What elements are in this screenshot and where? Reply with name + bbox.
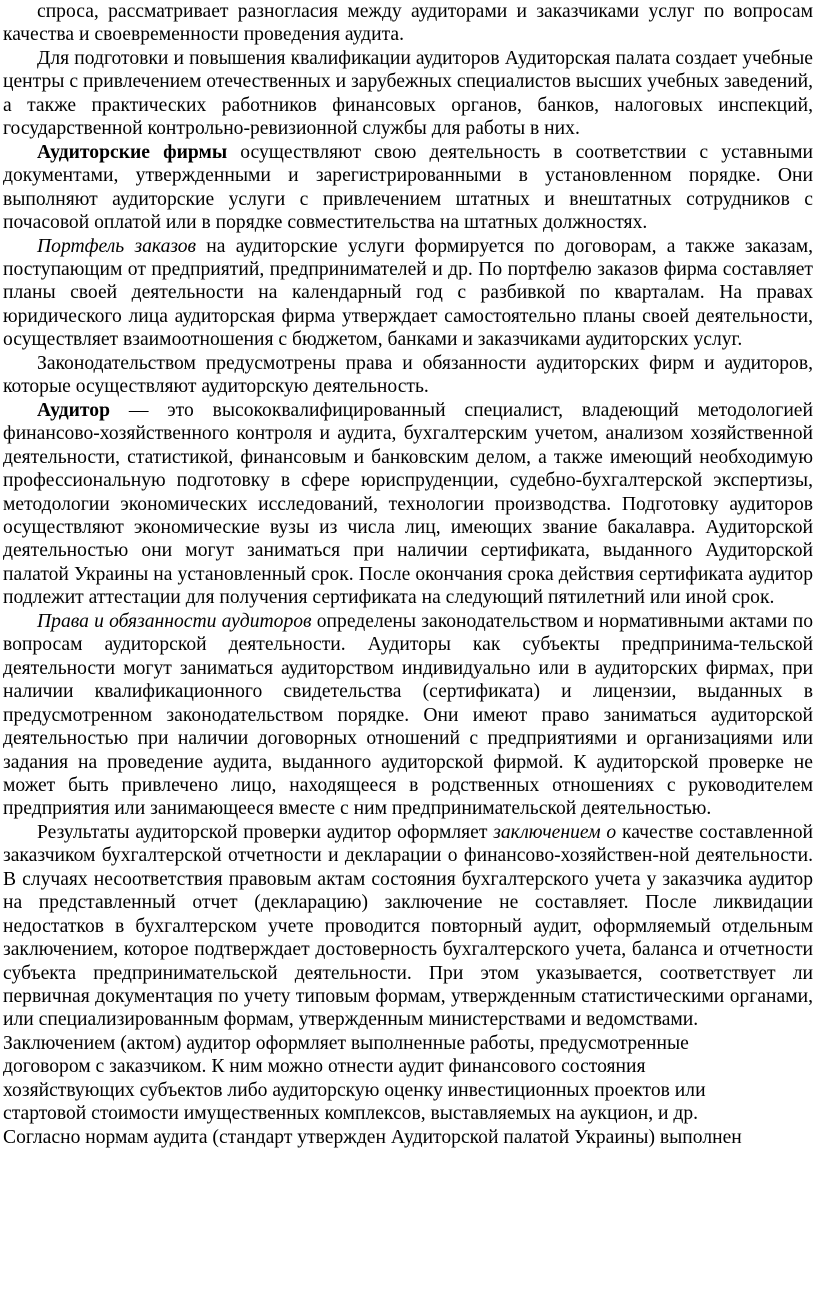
paragraph-text: Согласно нормам аудита (стандарт утвержден Аудиторской палатой Украины) выполнен bbox=[3, 1126, 742, 1148]
paragraph-conclusion-act bbox=[3, 1032, 813, 1126]
paragraph-line: договором с заказчиком. К ним можно отнести аудит финансового состояния bbox=[3, 1056, 646, 1078]
paragraph-text: Для подготовки и повышения квалификации аудиторов Аудиторская палата создает учебные центры с привлечением отечественных и зарубежных специалистов высших учебных заведений, а также практических работников финансовых органов, банков, налоговых инспекций, государственной контрольно-ревизионной службы для работы в них. bbox=[3, 47, 813, 140]
term-conclusion: заключением о bbox=[493, 821, 617, 843]
paragraph-text: Законодательством предусмотрены права и обязанности аудиторских фирм и аудиторов, которые осуществляют аудиторскую деятельность. bbox=[3, 352, 813, 398]
paragraph-continuation bbox=[3, 0, 813, 47]
paragraph-text: спроса, рассматривает разногласия между аудиторами и заказчиками услуг по вопросам качества и своевременности проведения аудита. bbox=[3, 1, 813, 46]
term-order-portfolio: Портфель заказов bbox=[37, 235, 197, 257]
term-rights-duties: Права и обязанности аудиторов bbox=[37, 610, 312, 632]
paragraph-line: хозяйствующих субъектов либо аудиторскую оценку инвестиционных проектов или bbox=[3, 1079, 706, 1101]
paragraph-text: осуществляют свою деятельность в соответствии с уставными документами, утвержденными и зарегистрированными в установленном порядке. Они выполняют аудиторские услуги с привлечением штатных и внештатных сотрудников с почасовой оплатой или в порядке совместительства на штатных должностях. bbox=[3, 141, 813, 234]
paragraph-rights-duties bbox=[3, 610, 813, 821]
paragraph-audit-norms bbox=[3, 1126, 813, 1149]
paragraph-line: стартовой стоимости имущественных комплексов, выставляемых на аукцион, и др. bbox=[3, 1103, 699, 1125]
paragraph-audit-results bbox=[3, 821, 813, 1032]
paragraph-training-centers bbox=[3, 47, 813, 141]
paragraph-order-portfolio bbox=[3, 235, 813, 352]
paragraph-legislation bbox=[3, 352, 813, 399]
paragraph-text: определены законодательством и нормативными актами по вопросам аудиторской деятельности. Аудиторы как субъекты предпринима-тельской деятельности могут заниматься аудиторством индивидуально или в аудиторских фирмах, при наличии квалификационного свидетельства (сертификата) и лицензии, выданных в предусмотренном законодательством порядке. Они имеют право заниматься аудиторской деятельностью при наличии договорных отношений с предприятиями и организациями или задания на проведение аудита, выданного аудиторской фирмой. К аудиторской проверке не может быть привлечено лицо, находящееся в родственных отношениях с руководителем предприятия или занимающееся вместе с ним предпринимательской деятельностью. bbox=[3, 610, 814, 820]
paragraph-audit-firms bbox=[3, 141, 813, 235]
paragraph-text: на аудиторские услуги формируется по договорам, а также заказам, поступающим от предприятий, предпринимателей и др. По портфелю заказов фирма составляет планы своей деятельности на календарный год с разбивкой по кварталам. На правах юридического лица аудиторская фирма утверждает самостоятельно планы своей деятельности, осуществляет взаимоотношения с бюджетом, банками и заказчиками аудиторских услуг. bbox=[3, 235, 814, 351]
paragraph-text: — это высококвалифицированный специалист, владеющий методологией финансово-хозяйственного контроля и аудита, бухгалтерским учетом, анализом хозяйственной деятельности, статистикой, финансовым и банковским делом, а также имеющий необходимую профессиональную подготовку в сфере юриспруденции, судебно-бухгалтерской экспертизы, методологии экономических исследований, технологии производства. Подготовку аудиторов осуществляют экономические вузы из числа лиц, имеющих звание бакалавра. Аудиторской деятельностью они могут заниматься при наличии сертификата, выданного Аудиторской палатой Украины на установленный срок. После окончания срока действия сертификата аудитор подлежит аттестации для получения сертификата на следующий пятилетний или иной срок. bbox=[3, 399, 813, 609]
paragraph-line: Заключением (актом) аудитор оформляет выполненные работы, предусмотренные bbox=[3, 1032, 689, 1054]
term-auditor: Аудитор bbox=[37, 399, 110, 421]
paragraph-text-before: Результаты аудиторской проверки аудитор оформляет bbox=[37, 821, 494, 843]
paragraph-auditor-definition bbox=[3, 399, 813, 610]
paragraph-text: качестве составленной заказчиком бухгалтерской отчетности и декларации о финансово-хозяйствен-ной деятельности. В случаях несоответствия правовым актам состояния бухгалтерского учета у заказчика аудитор на представленный отчет (декларацию) заключение не составляет. После ликвидации недостатков в бухгалтерском учете проводится повторный аудит, оформляемый отдельным заключением, которое подтверждает достоверность бухгалтерского учета, баланса и отчетности субъекта предпринимательской деятельности. При этом указывается, соответствует ли первичная документация по учету типовым формам, утвержденным статистическими органами, или специализированным формам, утвержденным министерствами и ведомствами. bbox=[3, 821, 813, 1031]
term-audit-firms: Аудиторские фирмы bbox=[37, 141, 228, 163]
